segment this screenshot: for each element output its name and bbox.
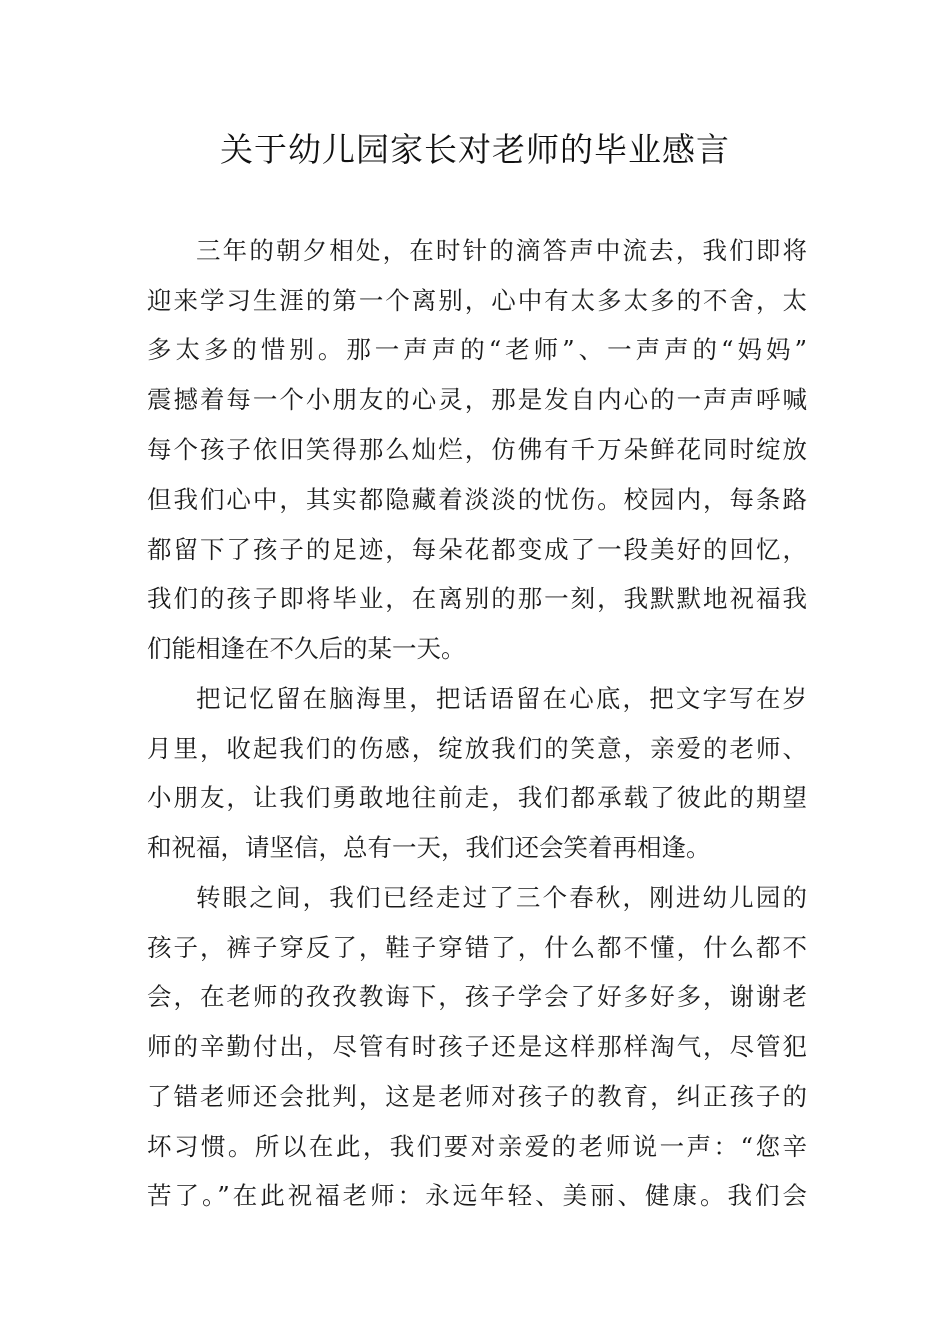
paragraph-line: 月里，收起我们的伤感，绽放我们的笑意，亲爱的老师、	[147, 734, 807, 763]
paragraph-line: 我们的孩子即将毕业，在离别的那一刻，我默默地祝福我	[147, 584, 807, 613]
paragraph-line: 们能相逢在不久后的某一天。	[147, 634, 466, 663]
paragraph-line: 孩子，裤子穿反了，鞋子穿错了，什么都不懂，什么都不	[147, 933, 807, 962]
paragraph-line: 三年的朝夕相处，在时针的滴答声中流去，我们即将	[196, 236, 807, 265]
document-title: 关于幼儿园家长对老师的毕业感言	[220, 130, 730, 169]
paragraph-line: 震撼着每一个小朋友的心灵，那是发自内心的一声声呼喊	[147, 385, 807, 414]
paragraph-line: 和祝福，请坚信，总有一天，我们还会笑着再相逢。	[147, 833, 711, 862]
paragraph-line: 转眼之间，我们已经走过了三个春秋，刚进幼儿园的	[196, 883, 807, 912]
paragraph-line: 会，在老师的孜孜教诲下，孩子学会了好多好多，谢谢老	[147, 982, 807, 1011]
paragraph-line: 但我们心中，其实都隐藏着淡淡的忧伤。校园内，每条路	[147, 485, 807, 514]
paragraph-line: 苦了。”在此祝福老师：永远年轻、美丽、健康。我们会	[147, 1181, 807, 1210]
paragraph-line: 小朋友，让我们勇敢地往前走，我们都承载了彼此的期望	[147, 783, 807, 812]
paragraph-line: 了错老师还会批判，这是老师对孩子的教育，纠正孩子的	[147, 1082, 807, 1111]
paragraph-line: 迎来学习生涯的第一个离别，心中有太多太多的不舍，太	[147, 286, 807, 315]
paragraph-line: 把记忆留在脑海里，把话语留在心底，把文字写在岁	[196, 684, 807, 713]
paragraph-line: 多太多的惜别。那一声声的“老师”、一声声的“妈妈”	[147, 335, 807, 364]
paragraph-line: 每个孩子依旧笑得那么灿烂，仿佛有千万朵鲜花同时绽放	[147, 435, 807, 464]
paragraph-line: 坏习惯。所以在此，我们要对亲爱的老师说一声：“您辛	[147, 1132, 807, 1161]
paragraph-line: 师的辛勤付出，尽管有时孩子还是这样那样淘气，尽管犯	[147, 1032, 807, 1061]
paragraph-line: 都留下了孩子的足迹，每朵花都变成了一段美好的回忆，	[147, 535, 807, 564]
